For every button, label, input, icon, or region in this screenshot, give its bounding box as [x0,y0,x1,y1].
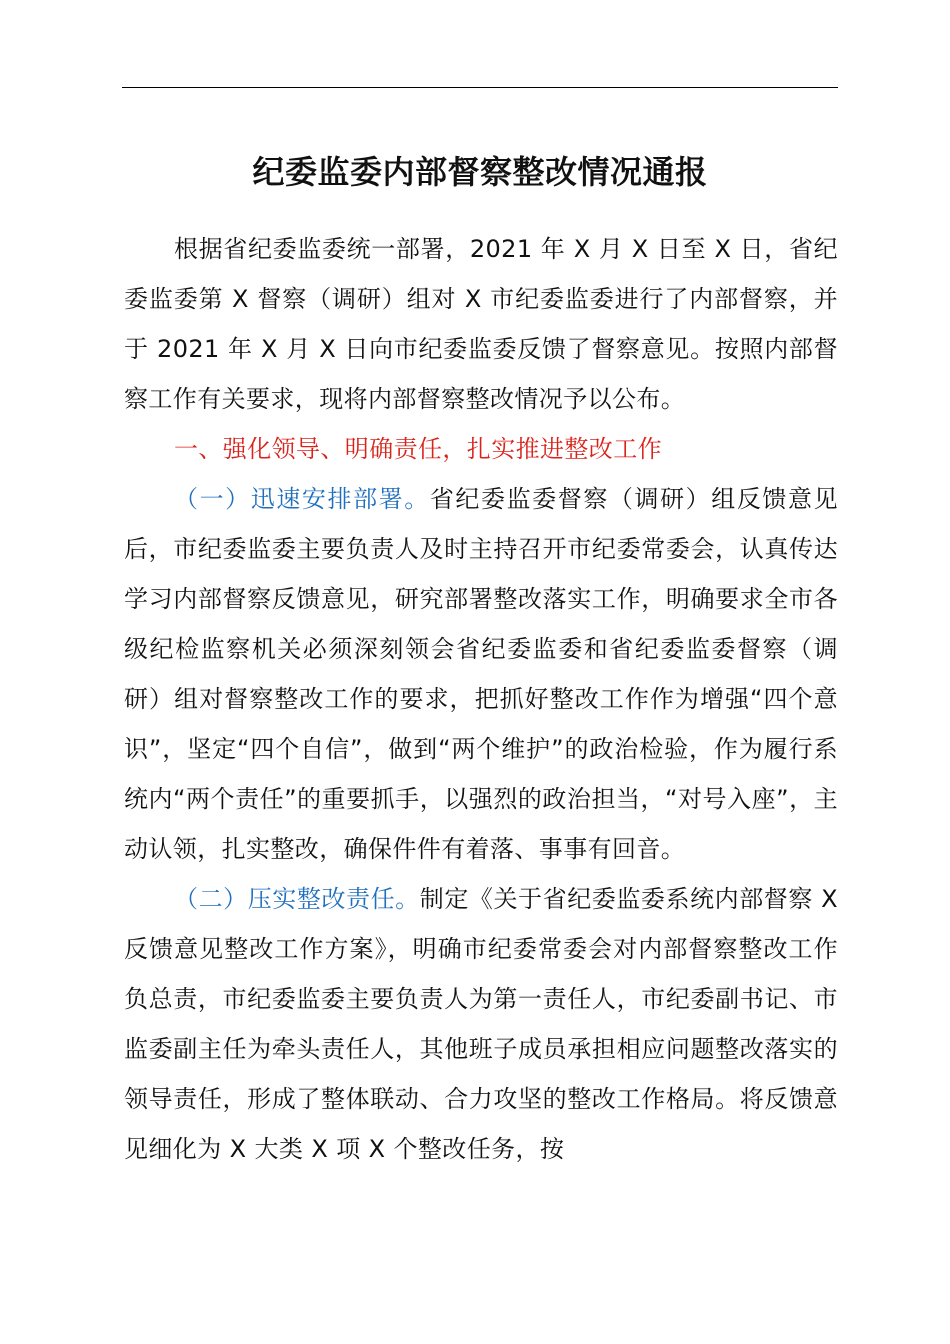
item-paragraph-1 [124,474,838,874]
section-heading-1: 一、强化领导、明确责任，扎实推进整改工作 [174,435,662,463]
item-paragraph-2 [124,874,838,1174]
item-heading-1: （一）迅速安排部署。 [174,485,430,513]
item-text-2: 制定《关于省纪委监委系统内部督察 X 反馈意见整改工作方案》，明确市纪委常委会对内部督察整改工作负总责，市纪委监委主要负责人为第一责任人，市纪委副书记、市监委副主任为牵头责任人，其他班子成员承担相应问题整改落实的领导责任，形成了整体联动、合力攻坚的整改工作格局。将反馈意见细化为 X 大类 X 项 X 个整改任务，按 [124,885,838,1163]
document-body [124,224,838,1174]
item-text-1: 省纪委监委督察（调研）组反馈意见后，市纪委监委主要负责人及时主持召开市纪委常委会，认真传达学习内部督察反馈意见，研究部署整改落实工作，明确要求全市各级纪检监察机关必须深刻领会省纪委监委和省纪委监委督察（调研）组对督察整改工作的要求，把抓好整改工作作为增强“四个意识”，坚定“四个自信”，做到“两个维护”的政治检验，作为履行系统内“两个责任”的重要抓手，以强烈的政治担当，“对号入座”，主动认领，扎实整改，确保件件有着落、事事有回音。 [124,485,838,863]
intro-paragraph: 根据省纪委监委统一部署，2021 年 X 月 X 日至 X 日，省纪委监委第 X 督察（调研）组对 X 市纪委监委进行了内部督察，并于 2021 年 X 月 X 日向市纪委监委反馈了督察意见。按照内部督察工作有关要求，现将内部督察整改情况予以公布。 [124,235,838,413]
item-heading-2: （二）压实整改责任。 [174,885,420,913]
document-title: 纪委监委内部督察整改情况通报 [252,153,708,191]
header-rule [122,87,838,88]
